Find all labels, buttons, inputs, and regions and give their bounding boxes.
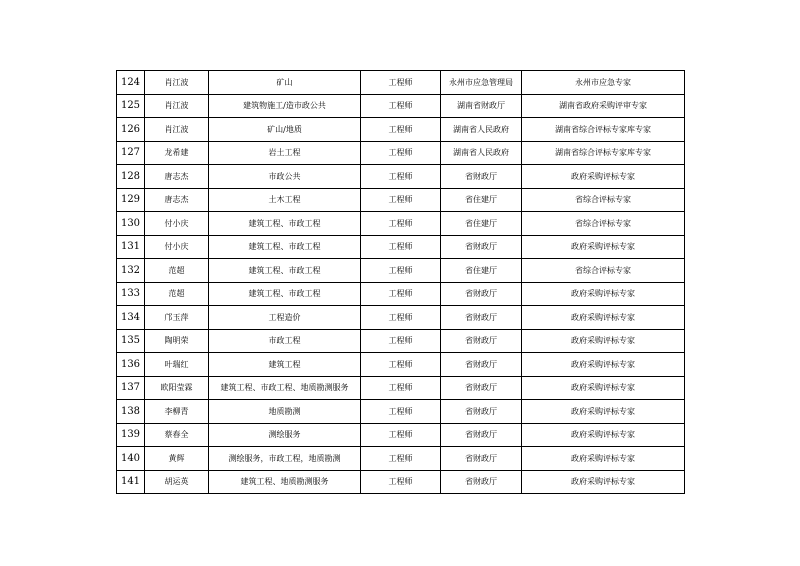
- cell-field: 土木工程: [209, 188, 361, 212]
- table-row: [117, 329, 685, 353]
- cell-field: 建筑工程: [209, 353, 361, 377]
- cell-name: 范超: [145, 259, 209, 283]
- cell-name: 龙希建: [145, 141, 209, 165]
- cell-number: 126: [117, 118, 145, 142]
- cell-title: 工程师: [361, 165, 441, 189]
- cell-field: 建筑工程、地质勘测服务: [209, 470, 361, 494]
- cell-number: 127: [117, 141, 145, 165]
- cell-name: 李柳青: [145, 400, 209, 424]
- cell-expert-type: 省综合评标专家: [522, 212, 685, 236]
- cell-name: 陶明荣: [145, 329, 209, 353]
- cell-expert-type: 政府采购评标专家: [522, 235, 685, 259]
- cell-title: 工程师: [361, 259, 441, 283]
- cell-title: 工程师: [361, 212, 441, 236]
- cell-name: 邝玉萍: [145, 306, 209, 330]
- table-row: [117, 376, 685, 400]
- cell-number: 129: [117, 188, 145, 212]
- cell-name: 欧阳莹霖: [145, 376, 209, 400]
- table-row: [117, 259, 685, 283]
- cell-field: 矿山: [209, 71, 361, 95]
- cell-number: 141: [117, 470, 145, 494]
- cell-title: 工程师: [361, 188, 441, 212]
- cell-number: 131: [117, 235, 145, 259]
- cell-expert-type: 政府采购评标专家: [522, 282, 685, 306]
- cell-number: 133: [117, 282, 145, 306]
- cell-title: 工程师: [361, 306, 441, 330]
- cell-organization: 湖南省财政厅: [441, 94, 522, 118]
- cell-number: 138: [117, 400, 145, 424]
- cell-expert-type: 政府采购评标专家: [522, 306, 685, 330]
- table-row: [117, 400, 685, 424]
- cell-organization: 省财政厅: [441, 353, 522, 377]
- cell-expert-type: 政府采购评标专家: [522, 447, 685, 471]
- cell-expert-type: 湖南省综合评标专家库专家: [522, 141, 685, 165]
- cell-field: 市政工程: [209, 329, 361, 353]
- cell-expert-type: 省综合评标专家: [522, 259, 685, 283]
- cell-number: 139: [117, 423, 145, 447]
- cell-title: 工程师: [361, 400, 441, 424]
- cell-title: 工程师: [361, 423, 441, 447]
- cell-number: 134: [117, 306, 145, 330]
- cell-title: 工程师: [361, 329, 441, 353]
- cell-title: 工程师: [361, 447, 441, 471]
- cell-title: 工程师: [361, 470, 441, 494]
- table-row: [117, 188, 685, 212]
- cell-title: 工程师: [361, 71, 441, 95]
- cell-title: 工程师: [361, 118, 441, 142]
- cell-number: 125: [117, 94, 145, 118]
- table-row: [117, 470, 685, 494]
- cell-field: 建筑工程、市政工程: [209, 212, 361, 236]
- cell-number: 132: [117, 259, 145, 283]
- cell-field: 地质勘测: [209, 400, 361, 424]
- table-row: [117, 423, 685, 447]
- cell-organization: 省财政厅: [441, 400, 522, 424]
- cell-title: 工程师: [361, 376, 441, 400]
- cell-expert-type: 政府采购评标专家: [522, 376, 685, 400]
- cell-number: 135: [117, 329, 145, 353]
- cell-number: 130: [117, 212, 145, 236]
- cell-expert-type: 政府采购评标专家: [522, 165, 685, 189]
- cell-expert-type: 永州市应急专家: [522, 71, 685, 95]
- cell-name: 黄辉: [145, 447, 209, 471]
- table-row: [117, 353, 685, 377]
- cell-field: 建筑工程、市政工程: [209, 235, 361, 259]
- cell-organization: 湖南省人民政府: [441, 118, 522, 142]
- cell-organization: 永州市应急管理局: [441, 71, 522, 95]
- cell-expert-type: 政府采购评标专家: [522, 353, 685, 377]
- table-row: [117, 71, 685, 95]
- cell-title: 工程师: [361, 282, 441, 306]
- cell-number: 137: [117, 376, 145, 400]
- cell-expert-type: 政府采购评标专家: [522, 400, 685, 424]
- expert-table-body: [117, 71, 685, 494]
- cell-organization: 湖南省人民政府: [441, 141, 522, 165]
- cell-title: 工程师: [361, 235, 441, 259]
- cell-expert-type: 政府采购评标专家: [522, 470, 685, 494]
- cell-field: 测绘服务，市政工程，地质勘测: [209, 447, 361, 471]
- cell-field: 建筑工程、市政工程: [209, 282, 361, 306]
- cell-name: 唐志杰: [145, 165, 209, 189]
- cell-name: 肖江波: [145, 118, 209, 142]
- cell-field: 市政公共: [209, 165, 361, 189]
- table-row: [117, 282, 685, 306]
- table-row: [117, 165, 685, 189]
- cell-number: 128: [117, 165, 145, 189]
- cell-title: 工程师: [361, 94, 441, 118]
- cell-expert-type: 湖南省综合评标专家库专家: [522, 118, 685, 142]
- cell-organization: 省财政厅: [441, 306, 522, 330]
- table-row: [117, 118, 685, 142]
- cell-field: 建筑工程、市政工程、地质勘测服务: [209, 376, 361, 400]
- cell-organization: 省财政厅: [441, 235, 522, 259]
- cell-field: 岩土工程: [209, 141, 361, 165]
- cell-organization: 省住建厅: [441, 212, 522, 236]
- cell-field: 工程造价: [209, 306, 361, 330]
- cell-title: 工程师: [361, 353, 441, 377]
- cell-name: 付小庆: [145, 235, 209, 259]
- expert-table: [116, 70, 685, 494]
- table-row: [117, 94, 685, 118]
- cell-organization: 省住建厅: [441, 259, 522, 283]
- cell-number: 136: [117, 353, 145, 377]
- table-row: [117, 235, 685, 259]
- cell-organization: 省财政厅: [441, 282, 522, 306]
- cell-field: 测绘服务: [209, 423, 361, 447]
- cell-number: 140: [117, 447, 145, 471]
- cell-name: 胡运英: [145, 470, 209, 494]
- cell-name: 唐志杰: [145, 188, 209, 212]
- cell-organization: 省财政厅: [441, 447, 522, 471]
- cell-expert-type: 政府采购评标专家: [522, 423, 685, 447]
- cell-name: 蔡春全: [145, 423, 209, 447]
- cell-name: 肖江波: [145, 94, 209, 118]
- cell-name: 付小庆: [145, 212, 209, 236]
- cell-number: 124: [117, 71, 145, 95]
- cell-field: 矿山/地质: [209, 118, 361, 142]
- table-row: [117, 306, 685, 330]
- cell-name: 叶瑞红: [145, 353, 209, 377]
- cell-field: 建筑工程、市政工程: [209, 259, 361, 283]
- cell-expert-type: 湖南省政府采购评审专家: [522, 94, 685, 118]
- cell-field: 建筑物施工/造市政公共: [209, 94, 361, 118]
- cell-expert-type: 政府采购评标专家: [522, 329, 685, 353]
- cell-name: 范超: [145, 282, 209, 306]
- cell-organization: 省财政厅: [441, 376, 522, 400]
- cell-organization: 省住建厅: [441, 188, 522, 212]
- cell-expert-type: 省综合评标专家: [522, 188, 685, 212]
- table-row: [117, 447, 685, 471]
- cell-organization: 省财政厅: [441, 165, 522, 189]
- cell-organization: 省财政厅: [441, 423, 522, 447]
- cell-name: 肖江波: [145, 71, 209, 95]
- cell-organization: 省财政厅: [441, 329, 522, 353]
- cell-organization: 省财政厅: [441, 470, 522, 494]
- table-row: [117, 141, 685, 165]
- table-row: [117, 212, 685, 236]
- cell-title: 工程师: [361, 141, 441, 165]
